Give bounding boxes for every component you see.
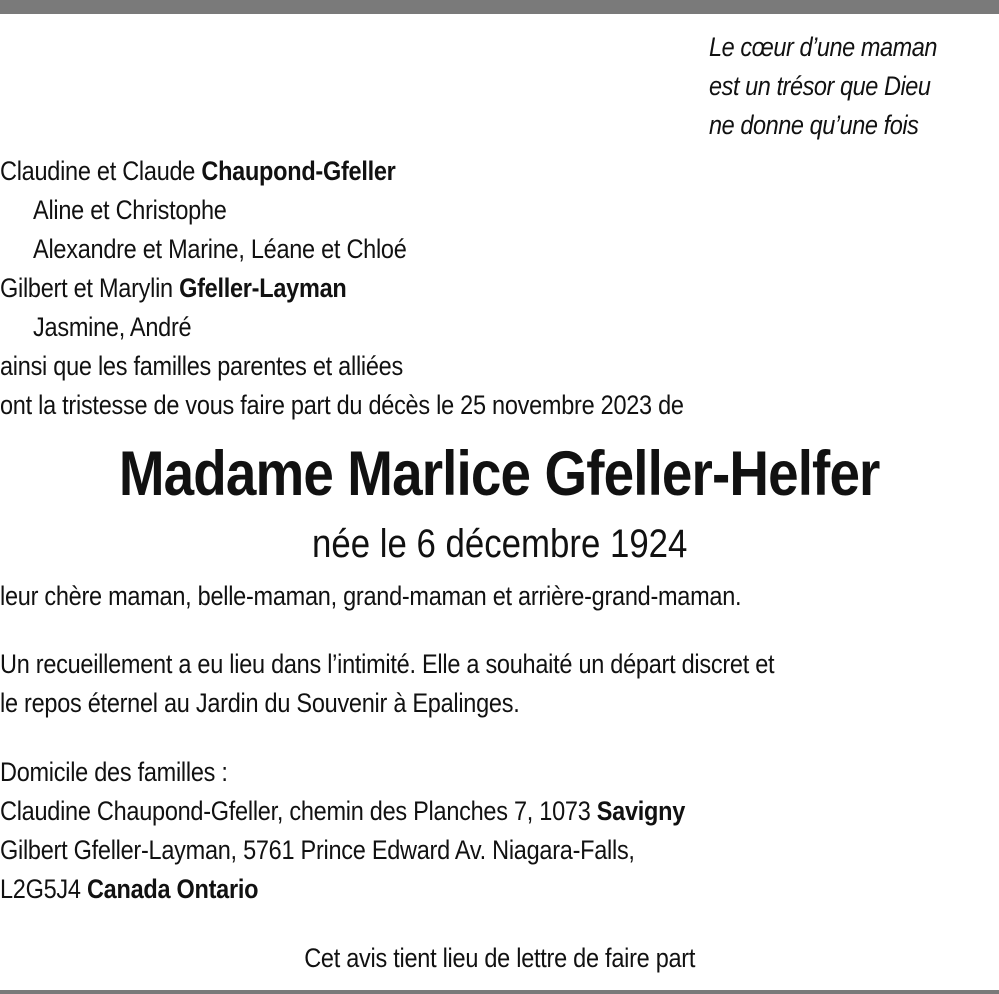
- family-surname: Gfeller-Layman: [179, 273, 347, 303]
- address-line: [0, 870, 685, 909]
- family-line: Jasmine, André: [33, 312, 192, 342]
- family-first-names: Gilbert et Marylin: [0, 273, 180, 303]
- address-text: L2G5J4: [0, 874, 87, 904]
- address-country: Canada Ontario: [86, 874, 259, 904]
- ceremony-line: le repos éternel au Jardin du Souvenir à Epalinges.: [0, 688, 520, 718]
- family-line: [0, 152, 684, 191]
- address-city: Savigny: [596, 796, 686, 826]
- family-line: Aline et Christophe: [33, 195, 227, 225]
- domicile-block: [0, 753, 685, 909]
- footer-note-text: Cet avis tient lieu de lettre de faire part: [304, 943, 695, 973]
- ceremony-paragraph: [0, 645, 774, 723]
- announcement-line: ont la tristesse de vous faire part du décès le 25 novembre 2023 de: [0, 390, 684, 420]
- domicile-heading: Domicile des familles :: [0, 757, 228, 787]
- ceremony-line: Un recueillement a eu lieu dans l’intimité. Elle a souhaité un départ discret et: [0, 649, 775, 679]
- birth-date-text: née le 6 décembre 1924: [311, 522, 688, 566]
- bottom-rule: [0, 990, 999, 994]
- deceased-name-text: Madame Marlice Gfeller-Helfer: [119, 439, 880, 509]
- family-line: ainsi que les familles parentes et alliées: [0, 351, 403, 381]
- family-list: [0, 152, 684, 425]
- quote-line: Le cœur d’une maman: [709, 32, 938, 62]
- top-rule: [0, 0, 999, 14]
- quote-line: est un trésor que Dieu: [709, 71, 931, 101]
- family-line: [0, 269, 684, 308]
- address-text: Claudine Chaupond-Gfeller, chemin des Planches 7, 1073: [0, 796, 597, 826]
- address-line: Gilbert Gfeller-Layman, 5761 Prince Edward Av. Niagara-Falls,: [0, 835, 635, 865]
- family-first-names: Claudine et Claude: [0, 156, 202, 186]
- deceased-name: [0, 438, 999, 510]
- relation-text: leur chère maman, belle-maman, grand-maman et arrière-grand-maman.: [0, 581, 742, 611]
- birth-date: [0, 518, 999, 570]
- footer-note: [0, 939, 999, 978]
- family-line: Alexandre et Marine, Léane et Chloé: [33, 234, 407, 264]
- family-surname: Chaupond-Gfeller: [201, 156, 396, 186]
- address-line: [0, 792, 685, 831]
- quote-line: ne donne qu’une fois: [709, 110, 919, 140]
- quote-block: [709, 28, 957, 145]
- relation-line: [0, 577, 741, 616]
